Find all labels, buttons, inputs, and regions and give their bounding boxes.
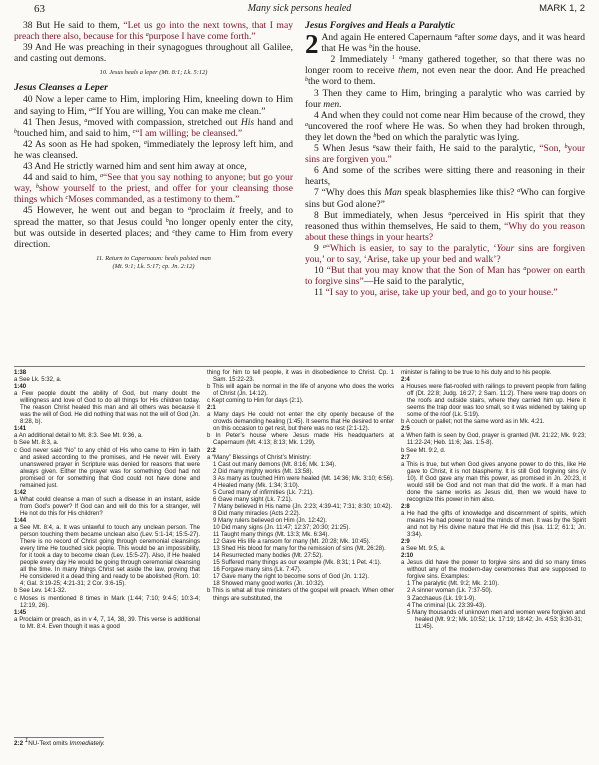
section-note-10: 10. Jesus heals a leper (Mt. 8:1; Lk. 5:12)	[99, 69, 208, 77]
verse-43: 43 And He strictly warned him and sent him away at once,	[23, 161, 247, 173]
verse-41: 41 Then Jesus, $^a$moved with compassion, stretched out His hand and $^b$touched him, and said to him, $^c$“I am willing; be cleansed.”	[14, 116, 294, 139]
note-entry: 3 Zacchaeus (Lk. 19:1-9).	[407, 595, 476, 602]
note-entry: 5 Cured many of infirmities (Lk. 7:21).	[213, 489, 314, 496]
verse-2-4: 4 And when they could not come near Him because of the crowd, they $^a$uncovered the roof where He was. So when they had broken through, they let down the $^b$bed on which the paralytic was lying.	[305, 109, 585, 143]
note-entry: c Kept coming to Him for days (2:1).	[207, 398, 304, 405]
verse-40: 40 Now a leper came to Him, imploring Him, kneeling down to Him and saying to Him, $^a$“If You are willing, You can make me clean.”	[14, 94, 293, 117]
verse-2-7: 7 “Why does this Man speak blasphemies like this? $^a$Who can forgive sins but God alone?”	[305, 187, 585, 210]
note-entry: 14 Resurrected many bodies (Mt. 27:52).	[213, 553, 323, 560]
note-entry: a This is true, but when God gives anyone power to do this, like He gave to Christ, it is not blasphemy. It is still God forgiving sins (v 10). If God gave any man this power, as promised in Jn. 20:23, it would still be God and not man that did the work. If a man had done the same works as Jesus did, then we would have to recognize this power in him also.	[401, 461, 586, 503]
note-entry: 3 As many as touched Him were healed (Mt. 14:36; Mk. 3:10; 6:56).	[213, 475, 394, 482]
section-heading-leper: Jesus Cleanses a Leper	[14, 82, 108, 94]
note-entry: 16 Forgave many sins (Lk. 7:47).	[213, 567, 302, 574]
note-entry: 17 Gave many the right to become sons of God (Jn. 1:12).	[213, 574, 369, 581]
note-reference: 2:1	[207, 405, 216, 412]
note-reference: 1:38	[14, 370, 27, 376]
note-entry: 5 Many thousands of unknown men and women were forgiven and healed (Mt. 9:2; Mk. 10:52; Lk. 17:19; 18:42; Jn. 4:53; 8:30-31; 11:45).	[407, 609, 586, 630]
note-entry: a He had the gifts of knowledge and discernment of spirits, which means He had power to read the minds of men. It was by the Spirit and not by His divine nature that He did this (Isa. 11:2; 61:1; Jn. 3:34).	[401, 510, 586, 539]
note-reference: 1:41	[14, 426, 27, 433]
verse-2-5: 5 When Jesus $^a$saw their faith, He said to the paralytic, “Son, $^b$your sins are forgiven you.”	[305, 143, 585, 166]
note-reference: 1:44	[14, 517, 27, 524]
note-entry: a What could cleanse a man of such a disease in an instant, aside from God’s power? If God can and will do this for a stranger, will He not do this for His children?	[14, 496, 200, 517]
note-entry: c Moses is mentioned 8 times in Mark (1:44; 7:10; 9:4-5; 10:3-4; 12:19, 26).	[14, 595, 200, 609]
verse-2-3: 3 Then they came to Him, bringing a paralytic who was carried by four men.	[305, 87, 585, 110]
notes-column-3	[401, 370, 586, 732]
verse-2-11: 11 “I say to you, arise, take up your bed, and go to your house.”	[314, 287, 558, 299]
note-reference: 2:5	[401, 426, 410, 433]
note-entry: 4 The criminal (Lk. 23:39-43).	[407, 602, 486, 609]
note-entry: a Many days He could not enter the city openly because of the crowds demanding healing (1:45). It seems that He desired to enter on this occasion to get rest, but there was no rest (2:1-12).	[207, 412, 394, 433]
note-entry: 11 Taught many things (Mt. 13:3; Mk. 6:34).	[213, 532, 330, 539]
note-entry: b See Mt. 8:3, a.	[14, 440, 59, 447]
running-head: Many sick persons healed	[247, 3, 352, 14]
note-reference: 1:40	[14, 384, 27, 391]
note-entry: a See Mt. 8:4, a. It was unlawful to touch any unclean person. The person touching them became unclean also (Lev. 5:1-14; 15:5-27). There is no record of Christ going through ceremonial cleansings every time He touched sick people. This would be an impossibility, for it took a day to become clean (Lev. 15:5-27). Also, if He healed people every day He would be going through ceremonial cleansing all the time. In many things Christ set aside the law, proving that He considered it a dead thing and ready to be abolished (Rom. 10: 4; Gal. 3:19-25; 4:21-31; 2 Cor. 3:6-15).	[14, 525, 200, 588]
note-reference: 2:9	[401, 539, 410, 546]
verse-2-8: 8 But immediately, when Jesus $^a$perceived in His spirit that they reasoned thus within themselves, He said to them, “Why do you reason about these things in your hearts?	[305, 209, 585, 243]
note-entry: 8 Did many miracles (Acts 2:22).	[213, 510, 301, 517]
note-entry: 4 Healed many (Mk. 1:34; 3:10).	[213, 482, 300, 489]
note-entry: 18 Showed many good works (Jn. 10:32).	[213, 581, 325, 588]
note-entry: a Proclaim or preach, as in v 4, 7, 14, 38, 39. This verse is additional to Mt. 8:4. Even though it was a good	[14, 616, 200, 630]
verse-2-6: 6 And some of the scribes were sitting there and reasoning in their hearts,	[305, 165, 585, 188]
verse-38: 38 But He said to them, “Let us go into the next towns, that I may preach there also, because for this $^a$purpose I have come forth.”	[14, 20, 293, 43]
note-reference: 2:10	[401, 553, 414, 560]
section-heading-paralytic: Jesus Forgives and Heals a Paralytic	[305, 20, 455, 31]
note-reference: 1:42	[14, 489, 27, 496]
note-entry: a See Lk. 5:32, a.	[14, 377, 62, 384]
note-entry: b This is what all true ministers of the gospel will preach. When other things are substituted, the	[207, 588, 394, 602]
verse-45: 45 However, he went out and began to $^a$proclaim it freely, and to spread the matter, so that Jesus could $^b$no longer openly enter the city, but was outside in deserted places; and $^c$they came to Him from every direction.	[14, 205, 293, 250]
book-chapter-label: MARK 1, 2	[539, 3, 585, 14]
footnote: 2:2 $^1$NU-Text omits Immediately.	[14, 738, 105, 747]
notes-column-1	[14, 370, 200, 732]
note-entry: a See Mt. 9:5, a.	[401, 546, 446, 553]
note-entry: 13 Shed His blood for many for the remission of sins (Mt. 26:28).	[213, 546, 386, 553]
section-note-11: 11. Return to Capernaum: heals palsied man (Mt. 9:1; Lk. 5:17; cp. Jn. 2:12)	[96, 254, 211, 270]
note-reference: 2:2	[207, 447, 216, 454]
verse-2-9: 9 $^a$“Which is easier, to say to the paralytic, ‘Your sins are forgiven you,’ or to say, ‘Arise, take up your bed and walk’?	[305, 242, 585, 265]
note-reference: 2:8	[401, 503, 410, 510]
note-reference: 2:4	[401, 377, 410, 384]
note-entry: c God never said “No” to any child of His who came to Him in faith and asked according to the promises, and He never will. Every unanswered prayer in Scripture was denied for reasons that were always given. Either the prayer was for something God had not promised or for something that God could not have done and remained just.	[14, 447, 200, 489]
note-entry: 6 Gave many sight (Lk. 7:21).	[213, 496, 293, 503]
note-reference: 1:45	[14, 609, 27, 616]
note-entry: 10 Did many signs (Jn. 11:47; 12:37; 20:30; 21:25).	[213, 525, 351, 532]
note-entry: 2 Did many mighty works (Mt. 13:58).	[213, 468, 314, 475]
note-reference: 2:7	[401, 454, 410, 461]
verse-2-1: 2 And again He entered Capernaum $^a$after some days, and it was heard that He was $^b$in the house.	[305, 29, 586, 60]
note-entry: b This will again be normal in the life of anyone who does the works of Christ (Jn. 14:12).	[207, 384, 394, 398]
note-entry: 9 Many rulers believed on Him (Jn. 12:42).	[213, 517, 327, 524]
page-number: 63	[34, 3, 45, 15]
note-entry: a Few people doubt the ability of God, but many doubt the willingness and love of God to do all things for His children today. The reason Christ healed this man and all others was because it was the will of God. He did nothing that was not the will of God (Jn. 8:28, b).	[14, 391, 200, 426]
page-header	[14, 3, 585, 17]
notes-divider	[14, 366, 585, 367]
note-entry: 7 Many believed in His name (Jn. 2:23; 4:39-41; 7:31; 8:30; 10:42).	[213, 503, 393, 510]
note-entry: b In Peter’s house where Jesus made His headquarters at Capernaum (Mt. 4:13; 8:13; Mk. 1:29).	[207, 433, 394, 447]
verse-2-10: 10 “But that you may know that the Son of Man has $^a$power on earth to forgive sins”—He said to the paralytic,	[305, 265, 585, 288]
verse-44: 44 and said to him, $^a$“See that you say nothing to anyone; but go your way, $^b$show yourself to the priest, and offer for your cleansing those things which $^c$Moses commanded, as a testimony to them.”	[14, 172, 293, 206]
note-entry: b See Mt. 9:2, d.	[401, 447, 446, 454]
note-entry: a “Many” Blessings of Christ’s Ministry:	[207, 454, 312, 461]
note-entry: b See Lev. 14:1-32.	[14, 588, 67, 595]
note-entry: a Jesus did have the power to forgive sins and did so many times without any of the modern-day ceremonies that are supposed to forgive sins. Examples:	[401, 560, 586, 581]
verse-39: 39 And He was preaching in their synagogues throughout all Galilee, and casting out demons.	[14, 42, 293, 65]
note-entry: thing for him to tell people, it was in disobedience to Christ. Cp. 1 Sam. 15:22-23.	[207, 370, 394, 384]
scripture-column-right	[305, 20, 585, 365]
note-entry: a Houses were flat-roofed with railings to prevent people from falling off (Dt. 22:8; Judg. 16:27; 2 Sam. 11:2). There were trap doors on the roofs and outside stairs, where they carried him up. Here it seems the trap door was too small, so it was widened by taking up some of the roof (Lk. 5:19).	[401, 384, 586, 419]
chapter-dropcap: 2	[305, 29, 319, 60]
verse-2-2: 2 Immediately $^1$ $^a$many gathered together, so that there was no longer room to receive them, not even near the door. And He preached $^b$the word to them.	[305, 54, 585, 88]
note-entry: 1 The paralytic (Mt. 9:2; Mk. 2:10).	[407, 581, 499, 588]
note-entry: 12 Gave His life a ransom for many (Mt. 20:28; Mk. 10:45).	[213, 539, 371, 546]
note-entry: a When faith is seen by God, prayer is granted (Mt. 21:22; Mk. 9:23; 11:22-24; Heb. 11:6; Jas. 1:5-8).	[401, 433, 586, 447]
verse-42: 42 As soon as He had spoken, $^a$immediately the leprosy left him, and he was cleansed.	[14, 138, 293, 161]
scripture-column-left	[14, 20, 293, 365]
note-entry: 1 Cast out many demons (Mt. 8:16; Mk. 1:34).	[213, 461, 337, 468]
note-entry: minister is failing to be true to his duty and to his people.	[401, 370, 552, 376]
note-entry: 2 A sinner woman (Lk. 7:37-50).	[407, 588, 493, 595]
note-entry: 15 Suffered many things as our example (Mk. 8:31; 1 Pet. 4:1).	[213, 560, 382, 567]
notes-column-2	[207, 370, 394, 732]
note-entry: b A couch or pallet; not the same word as in Mk. 4:21.	[401, 419, 545, 426]
note-entry: a An additional detail to Mt. 8:3. See Mt. 9:36, a.	[14, 433, 143, 440]
